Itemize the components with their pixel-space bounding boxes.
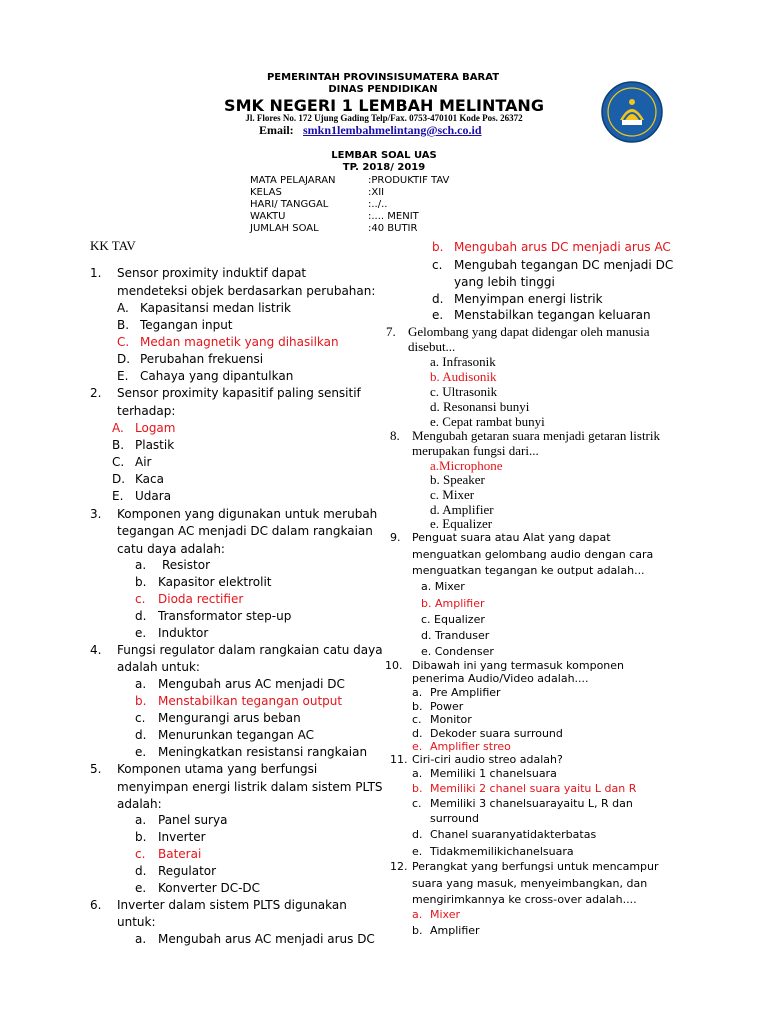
option-letter: e. [432,308,444,322]
option-text: Chanel suaranyatidakterbatas [430,828,597,841]
option-text: Dekoder suara surround [430,727,563,740]
option-letter: E. [112,489,124,503]
option-text: a. Infrasonik [430,354,496,369]
option-letter: c. [135,711,146,725]
option-text: Plastik [135,438,175,452]
question-text: catu daya adalah: [117,542,225,556]
info-label: HARI/ TANGGAL [250,199,329,210]
info-value: :40 BUTIR [368,223,418,234]
option-letter: a. [135,558,147,572]
answer-option-text: Dioda rectifier [158,592,244,606]
school-address: Jl. Flores No. 172 Ujung Gading Telp/Fax. 0753-470101 Kode Pos. 26372 [245,113,523,123]
question-text: suara yang masuk, menyeimbangkan, dan [412,877,648,890]
question-text: Inverter dalam sistem PLTS digunakan [117,898,347,912]
option-text: Monitor [430,713,472,726]
option-text: Induktor [158,626,209,640]
option-text: Kapasitor elektrolit [158,575,272,589]
answer-option-text: Menstabilkan tegangan output [158,694,343,708]
option-letter: a. [135,813,147,827]
kemendikbud-logo [600,80,664,144]
government-title: PEMERINTAH PROVINSISUMATERA BARAT [266,72,500,83]
option-text: d. Tranduser [421,629,490,642]
option-text: Tidakmemilikichanelsuara [430,845,574,858]
option-text: Cahaya yang dipantulkan [140,369,294,383]
question-text: untuk: [117,915,156,929]
answer-option-text: Amplifier streo [430,740,511,753]
option-letter: b. [412,924,423,937]
answer-option-letter: b. [135,694,147,708]
question-number: 10. [385,659,403,672]
answer-option-text: Medan magnetik yang dihasilkan [140,335,339,349]
option-text: e. Condenser [421,645,494,658]
option-letter: B. [117,318,130,332]
info-value: :../.. [368,199,388,210]
question-text: Sensor proximity kapasitif paling sensitif [117,386,361,400]
option-letter: C. [112,455,125,469]
question-text: tegangan AC menjadi DC dalam rangkaian [117,524,373,538]
option-letter: e. [135,745,147,759]
option-letter: B. [112,438,125,452]
question-text: Komponen utama yang berfungsi [117,762,318,776]
option-letter: A. [117,301,129,315]
info-label: KELAS [250,187,282,198]
answer-option-letter: A. [112,421,124,435]
section-title: KK TAV [90,238,136,253]
option-text: Menurunkan tegangan AC [158,728,315,742]
answer-option-letter: c. [135,592,146,606]
option-letter: E. [117,369,129,383]
option-text: c. Ultrasonik [430,384,498,399]
question-number: 4. [90,643,102,657]
answer-option-text: a.Microphone [430,458,503,473]
email-label: Email: [259,123,294,137]
answer-option-letter: b. [412,782,423,795]
option-text: c. Mixer [430,487,475,502]
option-text: Perubahan frekuensi [140,352,264,366]
answer-option-letter: c. [135,847,146,861]
question-number: 6. [90,898,102,912]
option-text: Mengubah arus AC menjadi arus DC [158,932,375,946]
question-text: Sensor proximity induktif dapat [117,266,307,280]
question-text: Komponen yang digunakan untuk merubah [117,507,378,521]
question-text: menguatkan tegangan ke output adalah... [412,564,645,577]
answer-option-text: Mixer [430,908,461,921]
option-text: Panel surya [158,813,228,827]
option-text: c. Equalizer [421,613,485,626]
option-text: surround [430,812,479,825]
email-link[interactable]: smkn1lembahmelintang@sch.co.id [303,123,482,137]
exam-year: TP. 2018/ 2019 [342,162,426,173]
option-text: Tegangan input [140,318,233,332]
question-number: 9. [390,531,401,544]
option-text: Mengubah arus AC menjadi DC [158,677,345,691]
question-text: Gelombang yang dapat didengar oleh manusia [408,324,650,339]
question-number: 1. [90,266,102,280]
question-number: 12. [390,860,408,873]
option-text: Regulator [158,864,217,878]
question-number: 2. [90,386,102,400]
option-letter: a. [135,677,147,691]
question-text: Dibawah ini yang termasuk komponen [412,659,625,672]
question-text: Mengubah getaran suara menjadi getaran listrik [412,428,660,443]
question-text: menyimpan energi listrik dalam sistem PLTS [117,780,383,794]
answer-option-text: Baterai [158,847,202,861]
option-letter: e. [412,845,423,858]
question-number: 3. [90,507,102,521]
option-letter: d. [135,728,147,742]
option-text: d. Resonansi bunyi [430,399,530,414]
option-text: Udara [135,489,172,503]
option-letter: a. [412,767,423,780]
option-text: Air [135,455,152,469]
option-text: a. Mixer [421,580,465,593]
question-text: merupakan fungsi dari... [412,443,539,458]
option-text: Menstabilkan tegangan keluaran [454,308,651,322]
question-text: adalah untuk: [117,660,200,674]
option-text: Memiliki 3 chanelsuarayaitu L, R dan [430,797,633,810]
option-text: Resistor [162,558,210,572]
option-text: yang lebih tinggi [454,275,555,289]
info-value: :.... MENIT [368,211,419,222]
question-number: 11. [390,753,408,766]
question-text: Fungsi regulator dalam rangkaian catu daya [117,643,383,657]
question-text: mendeteksi objek berdasarkan perubahan: [117,284,376,298]
question-text: Ciri-ciri audio streo adalah? [412,753,563,766]
option-letter: d. [135,609,147,623]
answer-option-text: Memiliki 2 chanel suara yaitu L dan R [430,782,637,795]
question-text: mengirimkannya ke cross-over adalah.... [412,893,637,906]
option-text: Power [430,700,464,713]
office-title: DINAS PENDIDIKAN [328,84,438,95]
exam-title: LEMBAR SOAL UAS [331,150,437,161]
option-text: Inverter [158,830,206,844]
info-value: :PRODUKTIF TAV [368,175,450,186]
question-text: Perangkat yang berfungsi untuk mencampur [412,860,659,873]
info-label: WAKTU [250,211,286,222]
option-text: Menyimpan energi listrik [454,292,603,306]
option-text: Kaca [135,472,164,486]
option-text: d. Amplifier [430,502,494,517]
option-text: Mengurangi arus beban [158,711,301,725]
option-letter: D. [112,472,126,486]
option-letter: d. [135,864,147,878]
answer-option-text: Mengubah arus DC menjadi arus AC [454,240,671,254]
answer-option-letter: a. [412,908,423,921]
question-number: 8. [390,428,400,443]
option-text: Meningkatkan resistansi rangkaian [158,745,368,759]
option-letter: c. [432,258,443,272]
option-text: Pre Amplifier [430,686,501,699]
question-number: 7. [386,324,396,339]
option-text: e. Equalizer [430,516,493,531]
option-text: Amplifier [430,924,480,937]
option-letter: D. [117,352,131,366]
school-name: SMK NEGERI 1 LEMBAH MELINTANG [224,96,544,115]
option-letter: e. [135,881,147,895]
answer-option-text: Logam [135,421,176,435]
option-letter: b. [135,575,147,589]
question-text: Penguat suara atau Alat yang dapat [412,531,611,544]
option-text: Kapasitansi medan listrik [140,301,291,315]
option-text: Mengubah tegangan DC menjadi DC [454,258,674,272]
info-label: MATA PELAJARAN [250,175,336,186]
option-text: e. Cepat rambat bunyi [430,414,545,429]
option-letter: d. [432,292,444,306]
answer-option-letter: e. [412,740,423,753]
option-text: Konverter DC-DC [158,881,261,895]
option-letter: c. [412,713,422,726]
question-text: terhadap: [117,404,176,418]
option-text: b. Speaker [430,472,485,487]
answer-option-letter: C. [117,335,130,349]
option-letter: b. [412,700,423,713]
question-text: adalah: [117,797,162,811]
option-letter: a. [135,932,147,946]
question-text: penerima Audio/Video adalah.... [412,672,589,685]
option-text: Memiliki 1 chanelsuara [430,767,557,780]
info-label: JUMLAH SOAL [250,223,319,234]
option-letter: e. [135,626,147,640]
option-letter: d. [412,828,423,841]
answer-option-letter: b. [432,240,444,254]
question-text: menguatkan gelombang audio dengan cara [412,548,654,561]
answer-option-text: b. Amplifier [421,597,485,610]
option-letter: b. [135,830,147,844]
question-number: 5. [90,762,102,776]
option-letter: d. [412,727,423,740]
question-text: disebut... [408,339,456,354]
option-letter: c. [412,797,422,810]
option-letter: a. [412,686,423,699]
option-text: Transformator step-up [158,609,292,623]
info-value: :XII [368,187,385,198]
answer-option-text: b. Audisonik [430,369,497,384]
